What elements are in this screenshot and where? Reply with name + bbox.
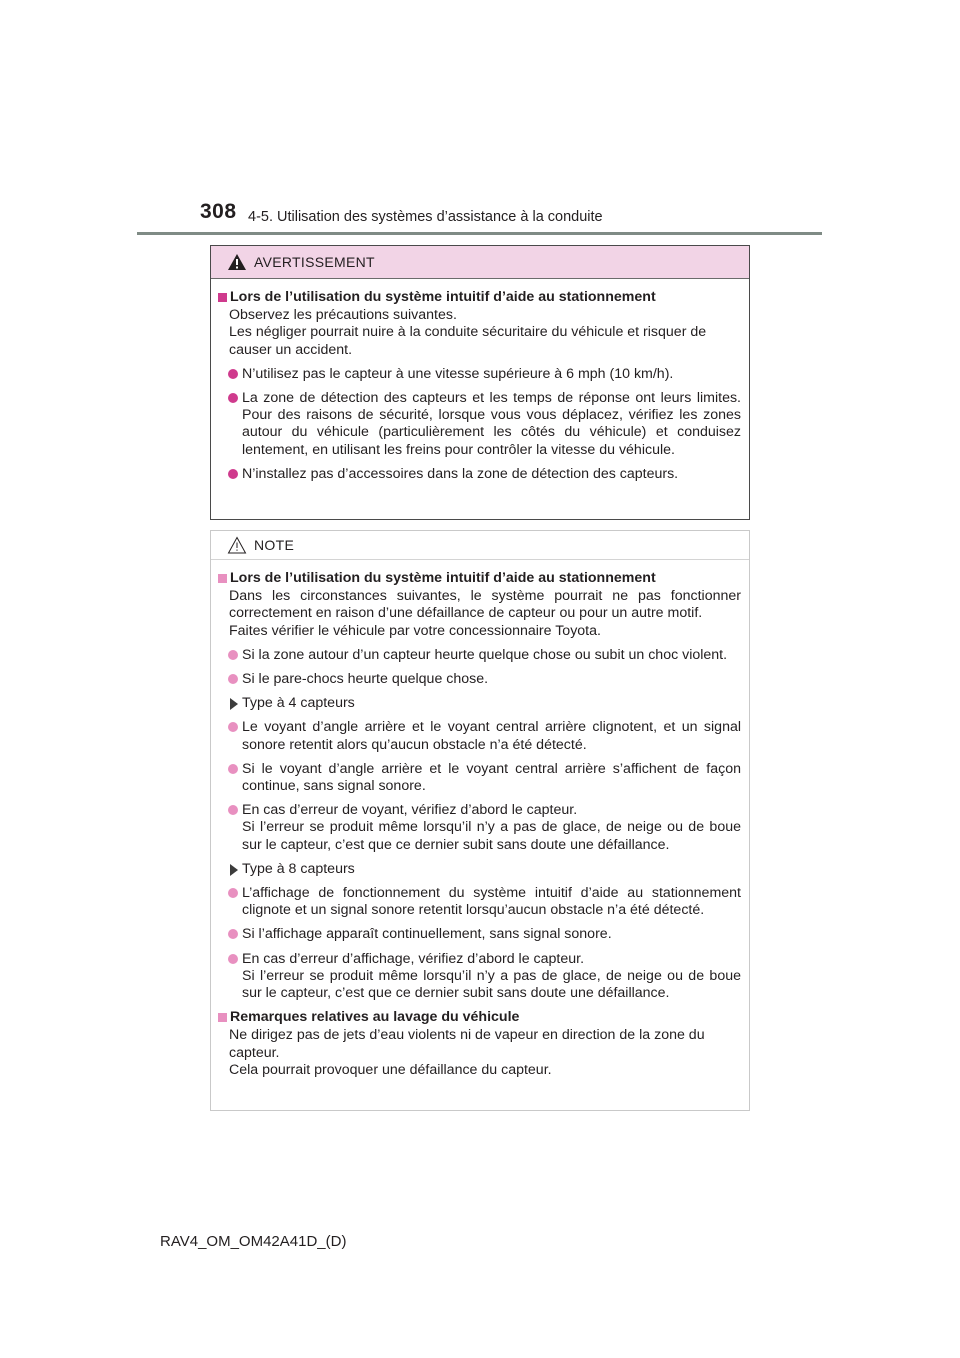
bullet-icon <box>228 650 238 660</box>
warning-label: AVERTISSEMENT <box>254 254 375 270</box>
bullet-icon <box>228 764 238 774</box>
caution-triangle-icon <box>227 536 247 554</box>
note-header <box>211 531 749 560</box>
warning-heading: Lors de l’utilisation du système intuitif d’aide au stationnement <box>218 289 741 306</box>
note-subheading <box>218 695 741 712</box>
note-paragraph-line: Ne dirigez pas de jets d’eau violents ni de vapeur en direction de la zone du capteur. <box>229 1027 705 1061</box>
bullet-icon <box>228 805 238 815</box>
note-bullet-text: Si l’erreur se produit même lorsqu’il n’y a pas de glace, de neige ou de boue sur le capteur, c’est que ce dernier subit sans doute une défaillance. <box>242 819 741 853</box>
bullet-icon <box>228 369 238 379</box>
bullet-icon <box>228 469 238 479</box>
page-number: 308 <box>200 200 237 223</box>
warning-intro-line: Observez les précautions suivantes. <box>229 307 457 324</box>
note-bullet <box>218 951 741 1003</box>
triangle-right-icon <box>230 864 238 876</box>
note-bullet-text: Si l’affichage apparaît continuellement, sans signal sonore. <box>242 926 612 943</box>
note-paragraph-line: Cela pourrait provoquer une défaillance du capteur. <box>229 1061 552 1078</box>
note-bullet-text: Si la zone autour d’un capteur heurte quelque chose ou subit un choc violent. <box>242 646 728 663</box>
warning-bullet <box>218 466 741 483</box>
warning-bullet-text: La zone de détection des capteurs et les temps de réponse ont leurs limites. Pour des raisons de sécurité, lorsque vous vous déplacez, vérifiez les zones autour du véhicule (particulièrement les côtés du véhicule) et conduisez lentement, en utilisant les freins pour contrôler la vitesse du véhicule. <box>242 390 741 458</box>
warning-content <box>211 279 749 483</box>
warning-bullet <box>218 366 741 383</box>
bullet-icon <box>228 674 238 684</box>
note-bullet-text: Si le voyant d’angle arrière et le voyant central arrière s’affichent de façon continue, sans signal sonore. <box>242 760 741 795</box>
note-intro <box>218 588 741 640</box>
bullet-icon <box>228 888 238 898</box>
note-heading: Remarques relatives au lavage du véhicule <box>218 1009 741 1026</box>
warning-bullet <box>218 390 741 459</box>
note-box <box>210 530 750 1111</box>
note-bullet <box>218 926 741 943</box>
note-paragraph <box>218 1027 741 1079</box>
bullet-icon <box>228 954 238 964</box>
note-bullet <box>218 671 741 688</box>
note-bullet <box>218 719 741 753</box>
note-content <box>211 560 749 1079</box>
warning-bullet-text: N’installez pas d’accessoires dans la zone de détection des capteurs. <box>242 465 679 482</box>
warning-header <box>211 246 749 279</box>
note-label: NOTE <box>254 537 295 553</box>
bullet-icon <box>228 722 238 732</box>
note-bullet-text: L’affichage de fonctionnement du système intuitif d’aide au stationnement clignote et un signal sonore retentit lorsqu’aucun obstacle n’a été détecté. <box>242 885 741 919</box>
note-bullet-text: En cas d’erreur d’affichage, vérifiez d’abord le capteur. <box>242 950 585 967</box>
bullet-icon <box>228 929 238 939</box>
note-subheading <box>218 861 741 878</box>
note-bullet <box>218 802 741 854</box>
note-intro-line: Faites vérifier le véhicule par votre concessionnaire Toyota. <box>229 622 601 639</box>
warning-intro <box>218 307 741 359</box>
note-bullet <box>218 761 741 795</box>
note-bullet-text: Si le pare-chocs heurte quelque chose. <box>242 671 489 688</box>
warning-bullet-text: N’utilisez pas le capteur à une vitesse supérieure à 6 mph (10 km/h). <box>242 365 674 382</box>
document-code: RAV4_OM_OM42A41D_(D) <box>160 1233 347 1250</box>
warning-box <box>210 245 750 520</box>
subheading-text: Type à 4 capteurs <box>242 695 355 712</box>
warning-triangle-icon <box>227 253 247 271</box>
header-divider <box>137 232 822 235</box>
section-title: 4-5. Utilisation des systèmes d’assistance à la conduite <box>248 209 603 225</box>
warning-intro-line: Les négliger pourrait nuire à la conduite sécuritaire du véhicule et risquer de causer un accident. <box>229 324 707 358</box>
bullet-icon <box>228 393 238 403</box>
subheading-text: Type à 8 capteurs <box>242 860 355 877</box>
note-bullet-text: En cas d’erreur de voyant, vérifiez d’abord le capteur. <box>242 802 578 819</box>
note-bullet-text: Si l’erreur se produit même lorsqu’il n’y a pas de glace, de neige ou de boue sur le capteur, c’est que ce dernier subit sans doute une défaillance. <box>242 967 741 1002</box>
note-bullet-text: Le voyant d’angle arrière et le voyant central arrière clignotent, et un signal sonore retentit alors qu’aucun obstacle n’a été détecté. <box>242 719 741 753</box>
note-intro-line: Dans les circonstances suivantes, le système pourrait ne pas fonctionner correctement en raison d’une défaillance de capteur ou pour un autre motif. <box>229 588 741 622</box>
note-bullet <box>218 647 741 664</box>
triangle-right-icon <box>230 698 238 710</box>
note-heading: Lors de l’utilisation du système intuitif d’aide au stationnement <box>218 570 741 587</box>
note-bullet <box>218 885 741 919</box>
page-header <box>0 0 960 240</box>
